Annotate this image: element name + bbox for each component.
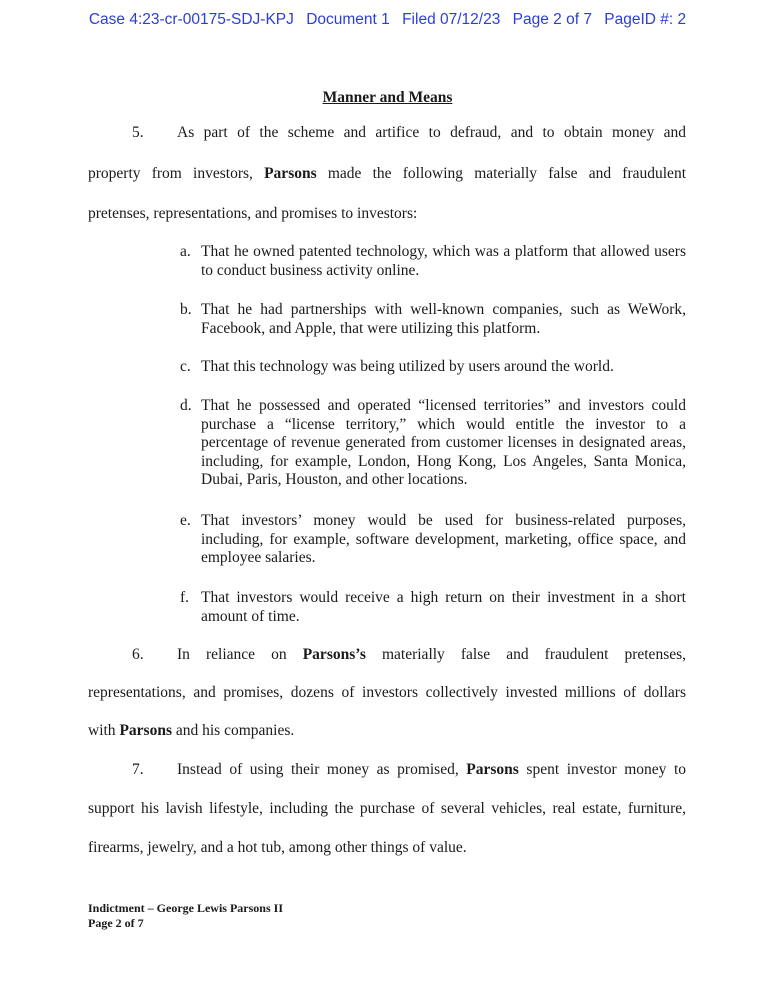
paragraph-line: In reliance on Parsons’s materially false and fraudulent pretenses, [177, 646, 687, 663]
paragraph-5 [88, 124, 686, 224]
item-text: That he possessed and operated “licensed territories” and investors could purchase a “license territory,” which would entitle the investor to a percentage of revenue generated from customer licenses in designated areas, including, for example, London, Hong Kong, Los Angeles, Santa Monica, Dubai, Paris, Houston, and other locations. [201, 397, 686, 488]
page-indicator: Page 2 of 7 [512, 11, 592, 28]
footer-page-number: Page 2 of 7 [88, 916, 144, 930]
section-heading: Manner and Means [322, 89, 453, 106]
paragraph-line: support his lavish lifestyle, including the purchase of several vehicles, real estate, furniture, [88, 800, 686, 817]
item-label: b. [180, 301, 192, 318]
item-text: That he had partnerships with well-known companies, such as WeWork, Facebook, and Apple, that were utilizing this platform. [201, 301, 686, 337]
defendant-name: Parsons [119, 722, 172, 739]
item-text: That investors’ money would be used for business-related purposes, including, for example, software development, marketing, office space, and employee salaries. [201, 512, 686, 566]
item-label: a. [180, 243, 191, 260]
filed-date: Filed 07/12/23 [402, 11, 501, 28]
item-text: That this technology was being utilized by users around the world. [201, 358, 614, 375]
document-number: Document 1 [306, 11, 390, 28]
paragraph-line: property from investors, Parsons made the following materially false and fraudulent [88, 165, 686, 182]
court-filing-header [0, 11, 775, 29]
paragraph-line: As part of the scheme and artifice to defraud, and to obtain money and [177, 124, 686, 141]
item-label: e. [180, 512, 191, 529]
paragraph-line: with Parsons and his companies. [88, 722, 295, 739]
footer-title: Indictment – George Lewis Parsons II [88, 901, 283, 915]
item-text: That he owned patented technology, which was a platform that allowed users to conduct business activity online. [201, 243, 686, 279]
page-id: PageID #: 2 [604, 11, 687, 28]
paragraph-7 [88, 761, 686, 861]
paragraph-line: pretenses, representations, and promises to investors: [88, 205, 418, 222]
defendant-name: Parsons’s [302, 646, 366, 663]
item-label: f. [180, 589, 190, 606]
paragraph-line: firearms, jewelry, and a hot tub, among other things of value. [88, 839, 467, 856]
paragraph-number: 5. [132, 124, 144, 141]
paragraph-number: 7. [132, 761, 144, 778]
item-text: That investors would receive a high return on their investment in a short amount of time. [201, 589, 686, 625]
case-number: Case 4:23-cr-00175-SDJ-KPJ [88, 11, 294, 28]
item-label: d. [180, 397, 192, 414]
defendant-name: Parsons [264, 165, 317, 182]
paragraph-line: Instead of using their money as promised, Parsons spent investor money to [177, 761, 687, 778]
defendant-name: Parsons [466, 761, 519, 778]
paragraph-line: representations, and promises, dozens of investors collectively invested millions of dollars [88, 684, 686, 701]
item-label: c. [180, 358, 191, 375]
paragraph-number: 6. [132, 646, 144, 663]
paragraph-6 [88, 646, 686, 746]
document-footer [88, 901, 283, 931]
